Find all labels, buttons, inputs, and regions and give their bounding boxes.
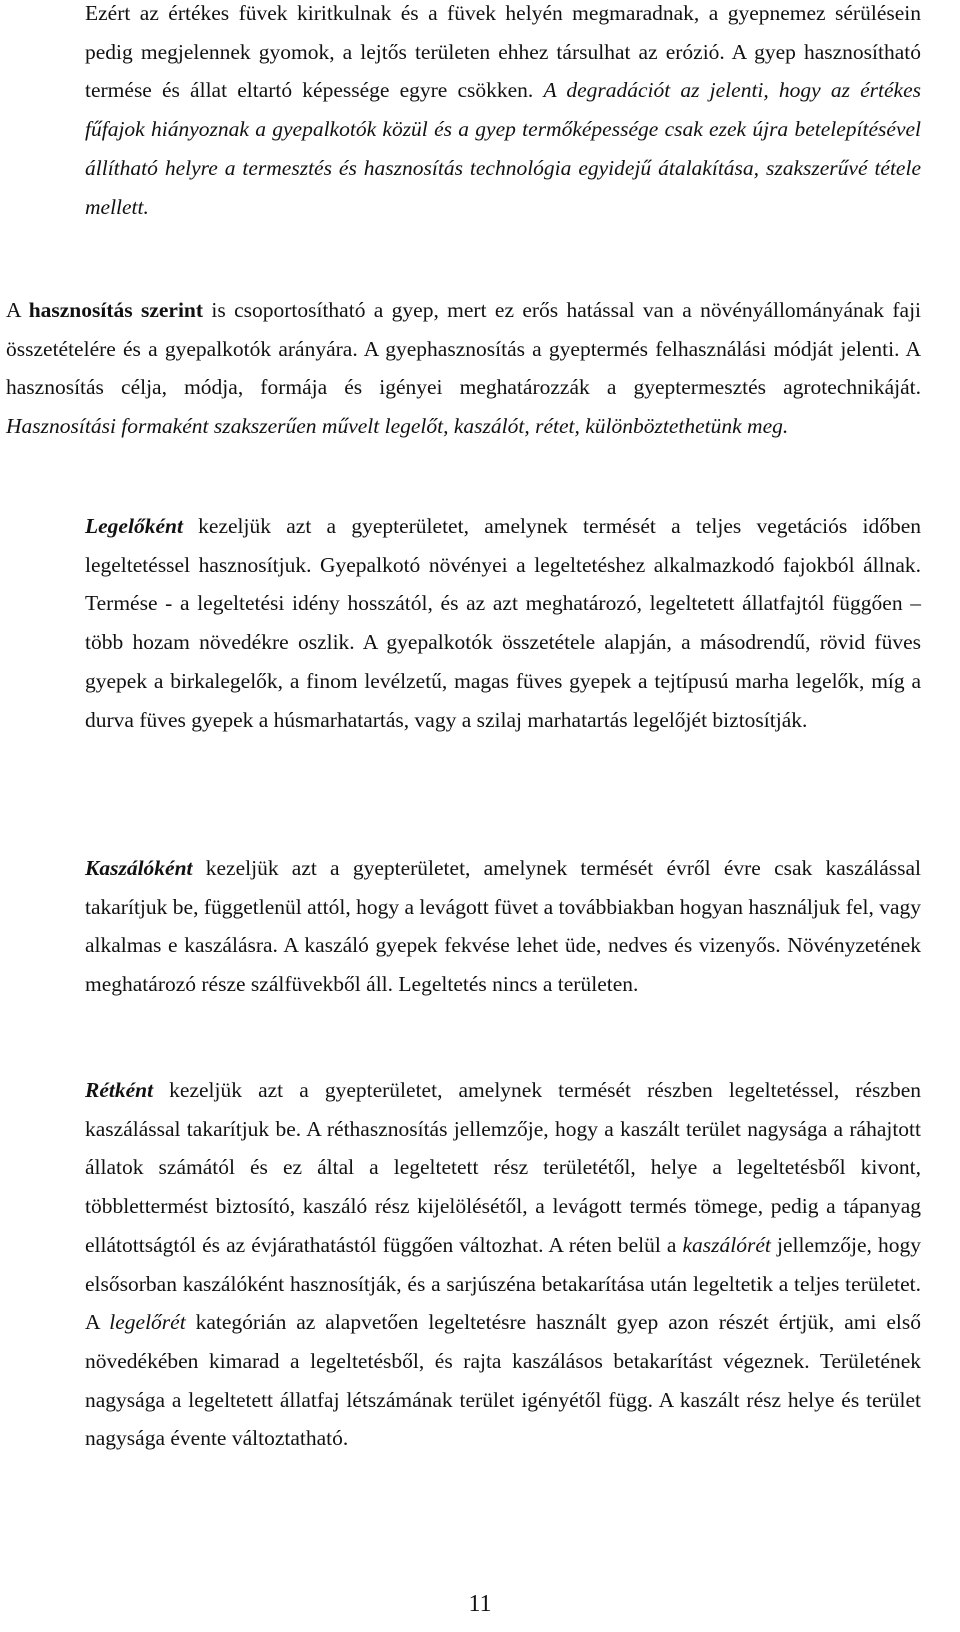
paragraph-degradation	[85, 0, 921, 226]
page-number: 11	[468, 1591, 492, 1617]
paragraph-text: jellemzője, hogy elsősorban kaszálóként hasznosítják, és a sarjúszéna betakarítása után legeltetik a teljes területet. A	[85, 1232, 921, 1335]
term-pasture: Legelőként	[85, 514, 183, 538]
paragraph-usage-classification	[6, 291, 921, 446]
paragraph-text: kezeljük azt a gyepterületet, amelynek termését évről évre csak kaszálással takarítjuk be, függetlenül attól, hogy a levágott füvet a továbbiakban hogyan használjuk fel, vagy alkalmas e kaszálásra. A kaszáló gyepek fekvése lehet üde, nedves és vizenyős. Növényzetének meghatározó része szálfüvekből áll. Legeltetés nincs a területen.	[85, 856, 921, 997]
paragraph-pasture	[85, 507, 921, 739]
paragraph-lead-text: A	[6, 298, 29, 322]
paragraph-hayfield	[85, 849, 921, 1004]
paragraph-italic-text: A degradációt az jelenti, hogy az értékes fűfajok hiányoznak a gyepalkotók közül és a gyep termőképessége csak ezek újra betelepítésével állítható helyre a termesztés és hasznosítás technológia egyidejű átalakítása, szakszerűvé tétele mellett.	[85, 78, 921, 219]
bold-term-usage: hasznosítás szerint	[28, 298, 204, 322]
term-meadow: Rétként	[85, 1078, 154, 1102]
paragraph-text: kezeljük azt a gyepterületet, amelynek termését részben legeltetéssel, részben kaszálással takarítjuk be. A réthasznosítás jellemzője, hogy a kaszált terület nagysága a ráhajtott állatok számától és ez által a legeltetett rész területétől, helye a legeltetésből kivont, többlettermést biztosító, kaszáló rész kijelölésétől, a levágott termés tömege, pedig a tápanyag ellátottságtól és az évjárathatástól függően változhat. A réten belül a	[85, 1078, 921, 1257]
paragraph-text: kezeljük azt a gyepterületet, amelynek termését a teljes vegetációs időben legeltetéssel hasznosítjuk. Gyepalkotó növényei a legeltetéshez alkalmazkodó fajokból állnak. Termése - a legeltetési idény hosszától, és az azt meghatározó, legeltetett állatfajtól függően – több hozam növedékre oszlik. A gyepalkotók összetétele alapján, a másodrendű, rövid füves gyepek a birkalegelők, a finom levélzetű, magas füves gyepek a tejtípusú marha legelők, míg a durva füves gyepek a húsmarhatartás, vagy a szilaj marhatartás legelőjét biztosítják.	[85, 514, 921, 732]
term-hayfield: Kaszálóként	[85, 856, 193, 880]
italic-term-pasture-meadow: legelőrét	[109, 1310, 186, 1335]
italic-term-hay-meadow: kaszálórét	[682, 1232, 771, 1257]
paragraph-italic-text: Hasznosítási formaként szakszerűen művelt legelőt, kaszálót, rétet, különböztethetünk meg.	[6, 414, 789, 439]
paragraph-text: kategórián az alapvetően legeltetésre használt gyep azon részét értjük, ami első növedékében kimarad a legeltetésből, és rajta kaszálásos betakarítást végeznek. Területének nagysága a legeltetett állatfaj létszámának terület igényétől függ. A kaszált rész helye és terület nagysága évente változtatható.	[85, 1310, 921, 1451]
paragraph-text: Ezért az értékes füvek kiritkulnak és a füvek helyén megmaradnak, a gyepnemez sérülésein pedig megjelennek gyomok, a lejtős területen ehhez társulhat az erózió. A gyep hasznosítható termése és állat eltartó képessége egyre csökken.	[85, 1, 921, 103]
paragraph-text: is csoportosítható a gyep, mert ez erős hatással van a növényállományának faji összetételére és a gyepalkotók arányára. A gyephasznosítás a gyeptermés felhasználási módját jelenti. A hasznosítás célja, módja, formája és igényei meghatározzák a gyeptermesztés agrotechnikáját.	[6, 298, 922, 400]
paragraph-meadow	[85, 1071, 921, 1458]
